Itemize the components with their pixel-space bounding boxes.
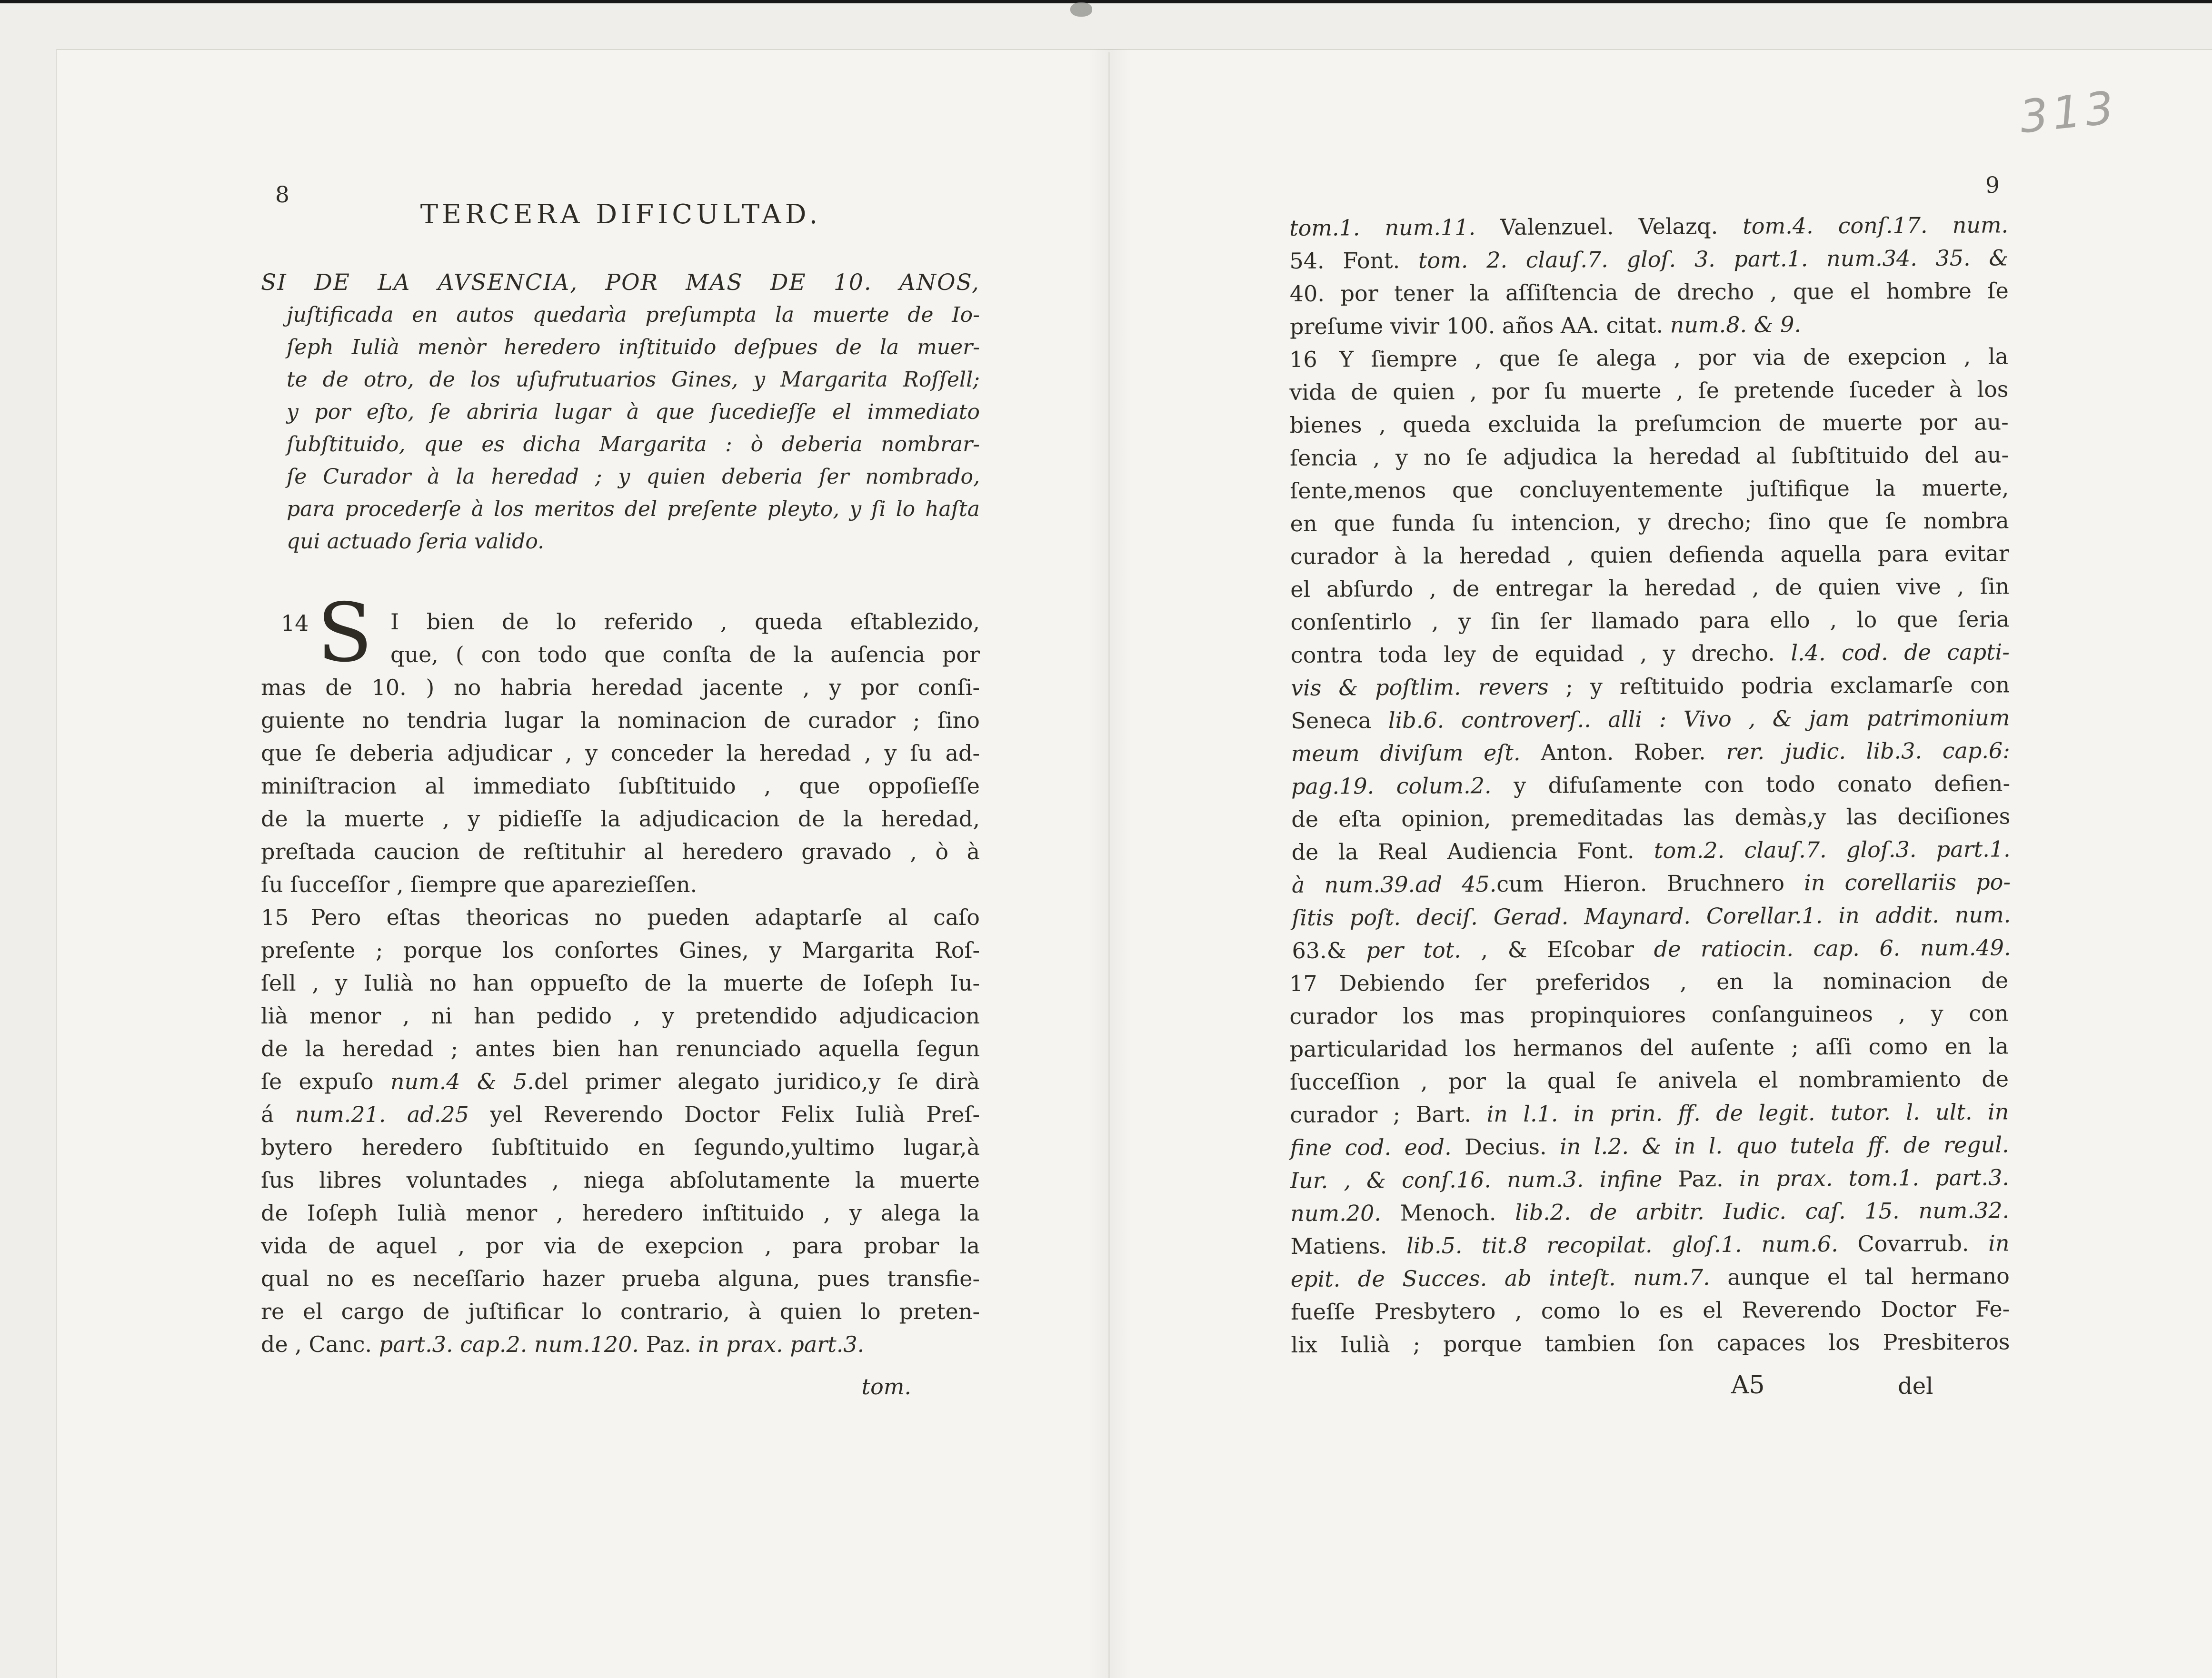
- text-line: de Ioſeph Iulià menor , heredero inſtituido , y alega la: [261, 1200, 980, 1226]
- text-line: I bien de lo referido , queda eſtablezido,: [390, 609, 980, 635]
- text-line: de la muerte , y pidieſſe la adjudicacion de la heredad,: [261, 806, 980, 832]
- page-gutter-line: [1108, 52, 1110, 1678]
- text-line: ſell , y Iulià no han oppueſto de la muerte de Ioſeph Iu-: [261, 970, 980, 996]
- text-line: preſente ; porque los conſortes Gines, y Margarita Roſ-: [261, 937, 980, 963]
- text-line: curador ; Bart. in l.1. in prin. ff. de legit. tutor. l. ult. in: [1290, 1099, 2009, 1128]
- text-line: 15 Pero eſtas theoricas no pueden adaptarſe al caſo: [261, 904, 980, 930]
- text-line: ſitis poſt. deciſ. Gerad. Maynard. Corellar.1. in addit. num.: [1292, 902, 2011, 931]
- text-line: ſubſtituido, que es dicha Margarita : ò deberia nombrar-: [287, 432, 980, 457]
- scan-top-edge: [0, 0, 2212, 3]
- text-line: de , Canc. part.3. cap.2. num.120. Paz. in prax. part.3.: [261, 1331, 865, 1357]
- text-line: 40. por tener la aſſiſtencia de drecho , que el hombre ſe: [1289, 278, 2009, 307]
- text-line: bienes , queda excluida la preſumcion de muerte por au-: [1289, 409, 2009, 438]
- text-line: curador à la heredad , quien defienda aquella para evitar: [1290, 540, 2010, 569]
- text-line: 16 Y ſiempre , que ſe alega , por via de exepcion , la: [1289, 343, 2009, 372]
- argument-summary: [261, 267, 980, 558]
- paragraph-16: [1289, 340, 2011, 967]
- page-gutter-shadow: [1088, 49, 1131, 1678]
- section-heading: TERCERA DIFICULTAD.: [420, 199, 822, 230]
- text-line: guiente no tendria lugar la nominacion de curador ; ſino: [261, 707, 980, 733]
- page-number-left: 8: [275, 182, 289, 208]
- text-line: num.20. Menoch. lib.2. de arbitr. Iudic. caſ. 15. num.32.: [1290, 1197, 2010, 1226]
- text-line: de eſta opinion, premeditadas las demàs,y las deciſiones: [1291, 803, 2011, 832]
- paragraph-17: [1289, 964, 2010, 1361]
- catchword-right: del: [1898, 1373, 1933, 1400]
- catchword-left: tom.: [861, 1374, 911, 1400]
- text-line: ſeph Iulià menòr heredero inſtituido deſpues de la muer-: [287, 335, 980, 359]
- text-line: re el cargo de juſtificar lo contrario, à quien lo preten-: [261, 1299, 980, 1324]
- text-line: qui actuado ſeria valido.: [287, 529, 545, 554]
- text-line: preſume vivir 100. años AA. citat. num.8. & 9.: [1289, 311, 1802, 339]
- text-line: ſus libres voluntades , niega abſolutamente la muerte: [261, 1167, 980, 1193]
- text-line: vida de aquel , por via de exepcion , para probar la: [261, 1233, 980, 1259]
- text-line: 63.& per tot. , & Eſcobar de ratiocin. cap. 6. num.49.: [1292, 934, 2011, 963]
- text-line: en que funda ſu intencion, y drecho; ſino que ſe nombra: [1290, 507, 2009, 536]
- text-line: miniſtracion al immediato ſubſtituido , que oppoſieſſe: [261, 773, 980, 799]
- text-line: fueſſe Presbytero , como lo es el Reverendo Doctor Fe-: [1291, 1296, 2010, 1325]
- text-line: de la heredad ; antes bien han renunciado aquella ſegun: [261, 1036, 980, 1062]
- text-line: curador los mas propinquiores conſanguineos , y con: [1289, 1000, 2009, 1029]
- text-line: ſente,menos que concluyentemente juſtifique la muerte,: [1290, 475, 2009, 504]
- text-line: 17 Debiendo ſer preferidos , en la nominacion de: [1289, 967, 2009, 996]
- text-line: lià menor , ni han pedido , y pretendido adjudicacion: [261, 1003, 980, 1029]
- text-line: ſe Curador à la heredad ; y quien deberia ſer nombrado,: [287, 465, 980, 489]
- text-line: meum diviſum eſt. Anton. Rober. rer. judic. lib.3. cap.6:: [1291, 737, 2010, 766]
- text-line: á num.21. ad.25 yel Reverendo Doctor Felix Iulià Preſ-: [261, 1102, 980, 1127]
- text-line: lix Iulià ; porque tambien ſon capaces los Presbiteros: [1291, 1329, 2010, 1358]
- text-line: mas de 10. ) no habria heredad jacente , y por conſi-: [261, 675, 980, 700]
- paragraph-14-number: 14: [281, 610, 309, 636]
- paragraph-14: [261, 606, 980, 901]
- text-line: el abſurdo , de entregar la heredad , de quien vive , ſin: [1290, 573, 2010, 602]
- text-line: ſencia , y no ſe adjudica la heredad al ſubſtituido del au-: [1289, 442, 2009, 471]
- text-line: bytero heredero ſubſtituido en ſegundo,yultimo lugar,à: [261, 1134, 980, 1160]
- text-line: particularidad los hermanos del auſente ; aſſi como en la: [1289, 1033, 2009, 1062]
- page-number-right: 9: [1985, 172, 2000, 199]
- text-line: preſtada caucion de reſtituhir al heredero gravado , ò à: [261, 839, 980, 864]
- citation-continuation: [1289, 209, 2009, 343]
- text-line: ſe expuſo num.4 & 5.del primer alegato juridico,y ſe dirà: [261, 1069, 980, 1094]
- text-line: vida de quien , por ſu muerte , ſe pretende ſuceder à los: [1289, 376, 2009, 405]
- text-line: te de otro, de los uſufrutuarios Gines, y Margarita Roſſell;: [287, 367, 980, 392]
- text-line: à num.39.ad 45.cum Hieron. Bruchnero in corellariis po-: [1291, 869, 2011, 898]
- scan-artifact: [1070, 2, 1092, 17]
- text-line: Matiens. lib.5. tit.8 recopilat. gloſ.1. num.6. Covarrub. in: [1290, 1230, 2010, 1259]
- text-line: vis & poſtlim. revers ; y reſtituido podria exclamarſe con: [1291, 672, 2010, 701]
- text-line: contra toda ley de equidad , y drecho. l.4. cod. de capti-: [1290, 639, 2010, 668]
- text-line: juſtificada en autos quedarìa preſumpta la muerte de Io-: [287, 303, 980, 327]
- text-line: fine cod. eod. Decius. in l.2. & in l. quo tutela ff. de regul.: [1290, 1132, 2009, 1161]
- text-line: Seneca lib.6. controverſ.. alli : Vivo , & jam patrimonium: [1291, 705, 2010, 734]
- text-line: SI DE LA AVSENCIA, POR MAS DE 10. ANOS,: [261, 269, 980, 296]
- text-line: conſentirlo , y ſin ſer llamado para ello , lo que ſeria: [1290, 606, 2010, 635]
- paragraph-14-drop-cap: S: [317, 586, 373, 680]
- text-line: 54. Font. tom. 2. clauſ.7. gloſ. 3. part.1. num.34. 35. &: [1289, 245, 2009, 274]
- text-line: qual no es neceſſario hazer prueba alguna, pues transfie-: [261, 1266, 980, 1291]
- text-line: tom.1. num.11. Valenzuel. Velazq. tom.4. conſ.17. num.: [1289, 212, 2009, 241]
- gathering-signature: A5: [1731, 1371, 1765, 1400]
- text-line: pag.19. colum.2. y difuſamente con todo conato defien-: [1291, 770, 2011, 799]
- handwritten-folio-number: 313: [2017, 81, 2121, 144]
- text-line: que, ( con todo que conſta de la auſencia por: [390, 642, 980, 667]
- text-line: que ſe deberia adjudicar , y conceder la heredad , y ſu ad-: [261, 740, 980, 766]
- text-line: de la Real Audiencia Font. tom.2. clauſ.7. gloſ.3. part.1.: [1291, 836, 2011, 865]
- text-line: ſu ſucceſſor , ſiempre que aparezieſſen.: [261, 872, 697, 897]
- text-line: ſucceſſion , por la qual ſe anivela el nombramiento de: [1289, 1066, 2009, 1095]
- text-line: y por eſto, ſe abriria lugar à que ſucedieſſe el immediato: [287, 400, 980, 424]
- text-line: epit. de Succes. ab inteſt. num.7. aunque el tal hermano: [1290, 1263, 2010, 1292]
- text-line: para procederſe à los meritos del preſente pleyto, y ſi lo haſta: [287, 497, 980, 521]
- paragraph-15: [261, 901, 980, 1361]
- text-line: Iur. , & conſ.16. num.3. infine Paz. in prax. tom.1. part.3.: [1290, 1164, 2010, 1193]
